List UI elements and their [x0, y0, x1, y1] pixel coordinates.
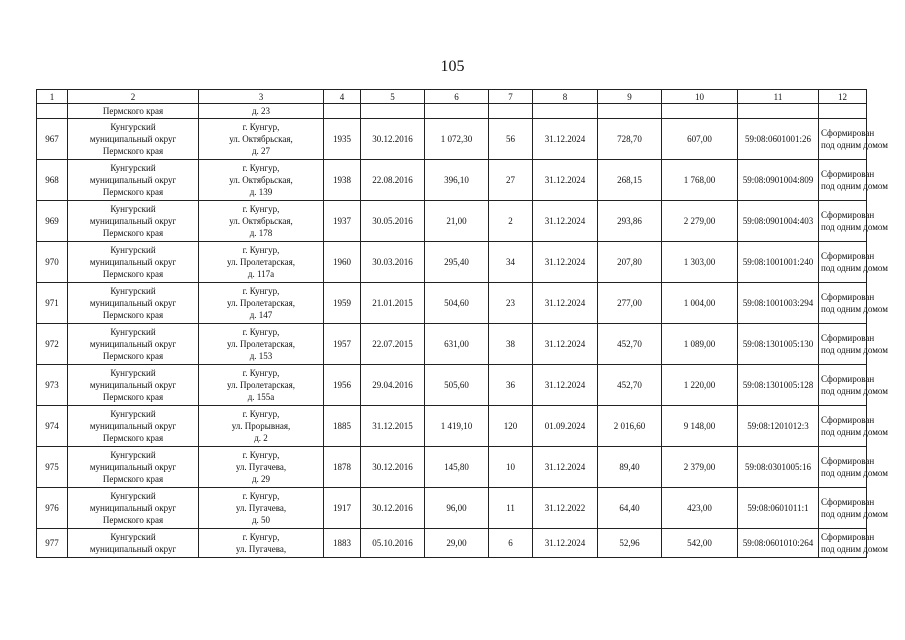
cell-val10: 9 148,00 [662, 406, 738, 447]
cell-date1: 22.08.2016 [361, 160, 425, 201]
cell-cadastre: 59:08:0601011:1 [738, 488, 819, 529]
cell-address: г. Кунгур, ул. Пугачева, [199, 529, 324, 558]
cell-status: Сформирован под одним домом [819, 160, 867, 201]
cell-val10: 2 279,00 [662, 201, 738, 242]
cell-residents: 56 [489, 119, 533, 160]
column-header-11: 11 [738, 90, 819, 104]
cell-year: 1957 [324, 324, 361, 365]
cell-residents: 23 [489, 283, 533, 324]
cell-date2: 31.12.2024 [533, 119, 598, 160]
cell-region: Кунгурский муниципальный округ Пермского края [68, 201, 199, 242]
cell-area: 1 072,30 [425, 119, 489, 160]
cell-region: Кунгурский муниципальный округ Пермского края [68, 324, 199, 365]
cell-num [37, 104, 68, 119]
cell-status: Сформирован под одним домом [819, 119, 867, 160]
table-row [37, 160, 867, 201]
table-row [37, 529, 867, 558]
column-header-6: 6 [425, 90, 489, 104]
cell-address: г. Кунгур, ул. Пролетарская, д. 155а [199, 365, 324, 406]
column-header-8: 8 [533, 90, 598, 104]
cell-date1: 30.03.2016 [361, 242, 425, 283]
cell-residents: 38 [489, 324, 533, 365]
table-row [37, 201, 867, 242]
cell-region: Кунгурский муниципальный округ Пермского края [68, 488, 199, 529]
cell-val10: 542,00 [662, 529, 738, 558]
column-header-4: 4 [324, 90, 361, 104]
cell-val9: 268,15 [598, 160, 662, 201]
cell-date2: 31.12.2024 [533, 447, 598, 488]
cell-val9: 452,70 [598, 324, 662, 365]
cell-val9: 452,70 [598, 365, 662, 406]
cell-address: г. Кунгур, ул. Пролетарская, д. 117а [199, 242, 324, 283]
cell-val9: 207,80 [598, 242, 662, 283]
cell-residents: 2 [489, 201, 533, 242]
cell-address: г. Кунгур, ул. Пролетарская, д. 153 [199, 324, 324, 365]
cell-year: 1956 [324, 365, 361, 406]
cell-date2: 31.12.2024 [533, 201, 598, 242]
register-table [36, 89, 888, 558]
cell-address: г. Кунгур, ул. Пролетарская, д. 147 [199, 283, 324, 324]
cell-year: 1938 [324, 160, 361, 201]
cell-year: 1960 [324, 242, 361, 283]
cell-num: 968 [37, 160, 68, 201]
cell-num: 971 [37, 283, 68, 324]
cell-status: Сформирован под одним домом [819, 447, 867, 488]
table-row [37, 447, 867, 488]
column-header-1: 1 [37, 90, 68, 104]
cell-date1: 30.12.2016 [361, 119, 425, 160]
column-header-7: 7 [489, 90, 533, 104]
table-row [37, 365, 867, 406]
cell-address: г. Кунгур, ул. Октябрьская, д. 27 [199, 119, 324, 160]
cell-val9: 2 016,60 [598, 406, 662, 447]
cell-area: 29,00 [425, 529, 489, 558]
column-header-3: 3 [199, 90, 324, 104]
table-row [37, 406, 867, 447]
cell-date1: 30.12.2016 [361, 447, 425, 488]
cell-address: г. Кунгур, ул. Прорывная, д. 2 [199, 406, 324, 447]
cell-area: 504,60 [425, 283, 489, 324]
cell-num: 970 [37, 242, 68, 283]
cell-residents: 11 [489, 488, 533, 529]
cell-cadastre: 59:08:1001001:240 [738, 242, 819, 283]
table-row-partial [37, 104, 867, 119]
table-row [37, 119, 867, 160]
cell-val9: 277,00 [598, 283, 662, 324]
cell-year: 1935 [324, 119, 361, 160]
cell-num: 976 [37, 488, 68, 529]
cell-cadastre: 59:08:0601001:26 [738, 119, 819, 160]
cell-area: 145,80 [425, 447, 489, 488]
cell-date1: 05.10.2016 [361, 529, 425, 558]
cell-region: Кунгурский муниципальный округ Пермского края [68, 242, 199, 283]
column-header-12: 12 [819, 90, 867, 104]
cell-region: Кунгурский муниципальный округ Пермского края [68, 365, 199, 406]
cell-val9: 64,40 [598, 488, 662, 529]
cell-region: Кунгурский муниципальный округ Пермского края [68, 406, 199, 447]
cell-status: Сформирован под одним домом [819, 242, 867, 283]
cell-date1: 30.12.2016 [361, 488, 425, 529]
cell-cadastre: 59:08:1301005:130 [738, 324, 819, 365]
cell-region: Пермского края [68, 104, 199, 119]
cell-date2: 31.12.2024 [533, 242, 598, 283]
cell-year: 1959 [324, 283, 361, 324]
cell-year: 1885 [324, 406, 361, 447]
table-row [37, 242, 867, 283]
cell-date1: 31.12.2015 [361, 406, 425, 447]
cell-num: 974 [37, 406, 68, 447]
cell-num: 975 [37, 447, 68, 488]
cell-val10: 1 089,00 [662, 324, 738, 365]
cell-year: 1878 [324, 447, 361, 488]
cell-num: 972 [37, 324, 68, 365]
column-header-9: 9 [598, 90, 662, 104]
cell-date2: 01.09.2024 [533, 406, 598, 447]
cell-address: д. 23 [199, 104, 324, 119]
cell-status: Сформирован под одним домом [819, 324, 867, 365]
cell-address: г. Кунгур, ул. Октябрьская, д. 139 [199, 160, 324, 201]
cell-status: Сформирован под одним домом [819, 488, 867, 529]
cell-date2: 31.12.2024 [533, 324, 598, 365]
cell-date2: 31.12.2024 [533, 283, 598, 324]
cell-year: 1937 [324, 201, 361, 242]
cell-date1: 21.01.2015 [361, 283, 425, 324]
cell-address: г. Кунгур, ул. Пугачева, д. 50 [199, 488, 324, 529]
cell-val10: 1 220,00 [662, 365, 738, 406]
cell-area: 295,40 [425, 242, 489, 283]
cell-val9: 89,40 [598, 447, 662, 488]
cell-date2: 31.12.2024 [533, 365, 598, 406]
cell-cadastre: 59:08:0901004:403 [738, 201, 819, 242]
cell-val10: 1 303,00 [662, 242, 738, 283]
cell-residents: 120 [489, 406, 533, 447]
cell-num: 969 [37, 201, 68, 242]
cell-val9: 52,96 [598, 529, 662, 558]
cell-val10: 423,00 [662, 488, 738, 529]
cell-address: г. Кунгур, ул. Октябрьская, д. 178 [199, 201, 324, 242]
cell-status: Сформирован под одним домом [819, 201, 867, 242]
column-header-10: 10 [662, 90, 738, 104]
cell-val10: 2 379,00 [662, 447, 738, 488]
cell-residents: 6 [489, 529, 533, 558]
cell-area: 505,60 [425, 365, 489, 406]
cell-cadastre: 59:08:0301005:16 [738, 447, 819, 488]
cell-date2: 31.12.2022 [533, 488, 598, 529]
page-number: 105 [440, 58, 465, 75]
table-header-row [37, 90, 867, 104]
cell-date1: 22.07.2015 [361, 324, 425, 365]
cell-region: Кунгурский муниципальный округ Пермского края [68, 119, 199, 160]
cell-residents: 36 [489, 365, 533, 406]
cell-cadastre: 59:08:0601010:264 [738, 529, 819, 558]
column-header-2: 2 [68, 90, 199, 104]
cell-date1: 29.04.2016 [361, 365, 425, 406]
cell-area: 1 419,10 [425, 406, 489, 447]
cell-residents: 10 [489, 447, 533, 488]
cell-cadastre: 59:08:1301005:128 [738, 365, 819, 406]
cell-date1: 30.05.2016 [361, 201, 425, 242]
table-row [37, 324, 867, 365]
cell-num: 967 [37, 119, 68, 160]
cell-cadastre: 59:08:1201012:3 [738, 406, 819, 447]
cell-status: Сформирован под одним домом [819, 365, 867, 406]
cell-status: Сформирован под одним домом [819, 283, 867, 324]
cell-val9: 293,86 [598, 201, 662, 242]
cell-year: 1917 [324, 488, 361, 529]
cell-val10: 1 004,00 [662, 283, 738, 324]
cell-region: Кунгурский муниципальный округ [68, 529, 199, 558]
cell-date2: 31.12.2024 [533, 160, 598, 201]
cell-region: Кунгурский муниципальный округ Пермского края [68, 283, 199, 324]
cell-num: 973 [37, 365, 68, 406]
cell-area: 396,10 [425, 160, 489, 201]
cell-num: 977 [37, 529, 68, 558]
cell-cadastre: 59:08:0901004:809 [738, 160, 819, 201]
cell-area: 631,00 [425, 324, 489, 365]
table-row [37, 488, 867, 529]
cell-cadastre: 59:08:1001003:294 [738, 283, 819, 324]
cell-residents: 27 [489, 160, 533, 201]
cell-val9: 728,70 [598, 119, 662, 160]
cell-val10: 607,00 [662, 119, 738, 160]
cell-area: 21,00 [425, 201, 489, 242]
cell-area: 96,00 [425, 488, 489, 529]
cell-date2: 31.12.2024 [533, 529, 598, 558]
table-row [37, 283, 867, 324]
column-header-5: 5 [361, 90, 425, 104]
cell-region: Кунгурский муниципальный округ Пермского края [68, 447, 199, 488]
cell-val10: 1 768,00 [662, 160, 738, 201]
cell-address: г. Кунгур, ул. Пугачева, д. 29 [199, 447, 324, 488]
cell-region: Кунгурский муниципальный округ Пермского края [68, 160, 199, 201]
cell-status: Сформирован под одним домом [819, 406, 867, 447]
cell-residents: 34 [489, 242, 533, 283]
cell-status: Сформирован под одним домом [819, 529, 867, 558]
cell-year: 1883 [324, 529, 361, 558]
